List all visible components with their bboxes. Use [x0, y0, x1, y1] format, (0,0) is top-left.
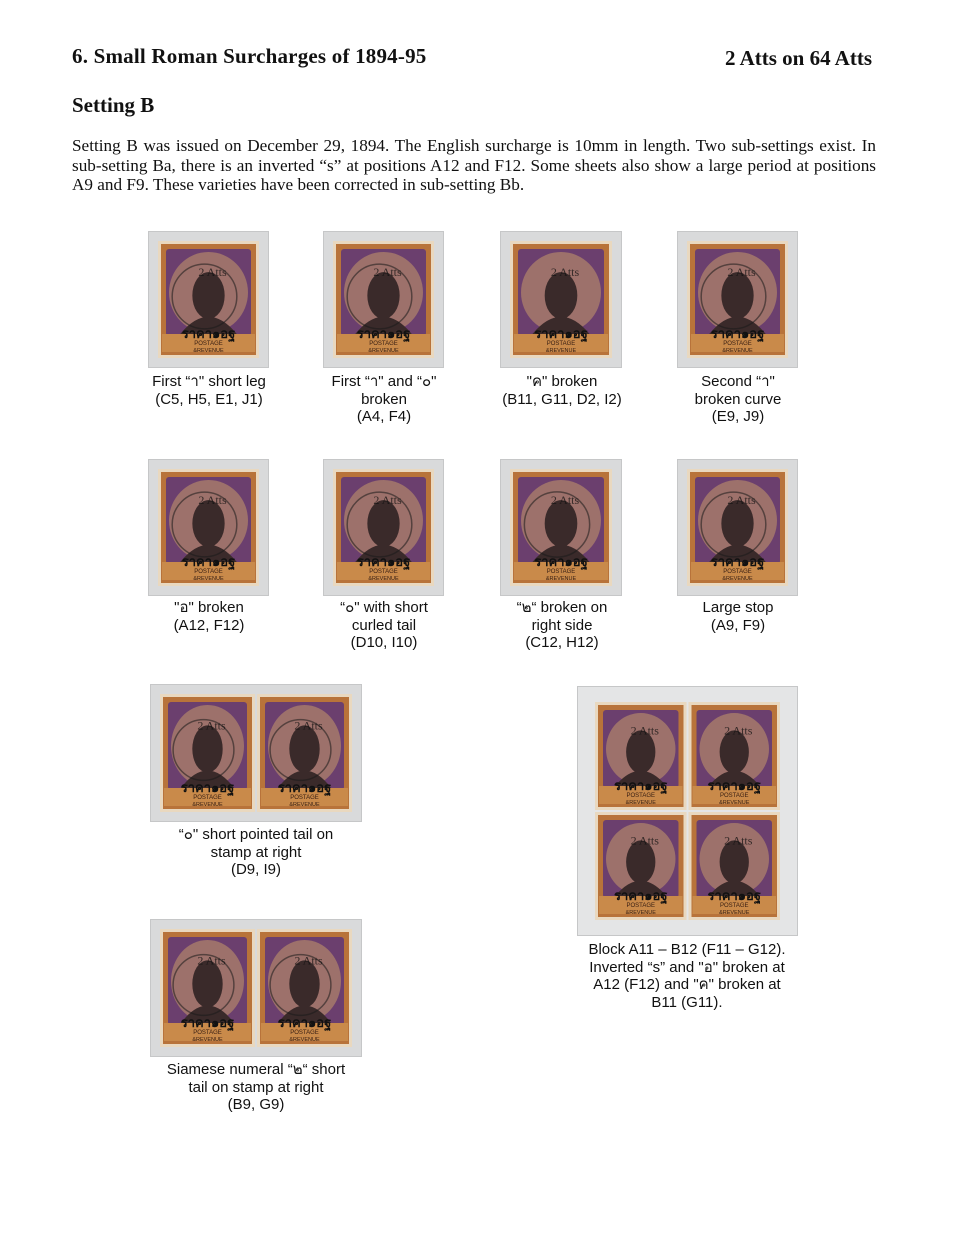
- surcharge-siamese: ราคา๑อฐ: [277, 781, 332, 796]
- caption-line: broken: [361, 390, 407, 408]
- stamp: [257, 694, 352, 812]
- stamp-postage-text: POSTAGE: [194, 341, 223, 347]
- stamp: [158, 469, 259, 586]
- stamp-caption-6: [303, 599, 465, 652]
- stamp-revenue-text: &REVENUE: [289, 1037, 320, 1043]
- stamp-postage-text: POSTAGE: [546, 569, 576, 575]
- stamp-mount-1: [148, 231, 269, 368]
- caption-line: stamp at right: [210, 843, 302, 861]
- stamp-block-image: [577, 686, 798, 936]
- surcharge-english: 2 Atts: [198, 493, 227, 508]
- stamp-image: [148, 231, 269, 368]
- stamp-postage-text: POSTAGE: [626, 793, 656, 799]
- stamp: [687, 469, 788, 586]
- surcharge-siamese: ราคา๑อฐ: [710, 555, 765, 570]
- section-title: 6. Small Roman Surcharges of 1894-95: [72, 44, 427, 68]
- caption-line: A12 (F12) and "ค" broken at: [593, 976, 781, 993]
- stamp: [160, 694, 255, 812]
- caption-line: “๐" short pointed tail on: [178, 826, 334, 843]
- stamp-revenue-text: &REVENUE: [719, 800, 750, 806]
- stamp-value-title: 2 Atts on 64 Atts: [724, 46, 872, 70]
- stamp-caption-4: [657, 373, 819, 426]
- stamp-image: [500, 459, 622, 596]
- stamp-postage-text: POSTAGE: [369, 341, 398, 347]
- caption-line: First “า" and “๐": [331, 373, 437, 390]
- caption-line: "อ" broken: [174, 599, 244, 616]
- caption-line: (D9, I9): [230, 861, 281, 878]
- stamp-image: [500, 231, 622, 368]
- stamp-revenue-text: &REVENUE: [368, 348, 399, 354]
- stamp-postage-text: POSTAGE: [719, 903, 749, 909]
- portrait-head: [289, 960, 319, 1007]
- stamp-image: [323, 231, 444, 368]
- surcharge-english: 2 Atts: [550, 265, 580, 280]
- surcharge-english: 2 Atts: [550, 493, 580, 508]
- stamp-revenue-text: &REVENUE: [545, 348, 577, 354]
- stamp: [689, 812, 781, 920]
- caption-line: right side: [531, 616, 593, 634]
- setting-heading: Setting B: [72, 93, 155, 117]
- surcharge-siamese: ราคา๑อฐ: [180, 781, 235, 796]
- stamp-mount-2: [323, 231, 444, 368]
- stamp-mount-5: [148, 459, 269, 596]
- stamp-pair-image: [150, 919, 362, 1057]
- stamp-image: [323, 459, 444, 596]
- stamp-mount-4: [677, 231, 798, 368]
- surcharge-siamese: ราคา๑อฐ: [181, 555, 236, 570]
- stamp-revenue-text: &REVENUE: [625, 910, 656, 916]
- stamp-revenue-text: &REVENUE: [722, 576, 753, 582]
- stamp-block-mount: [577, 686, 798, 936]
- stamp-revenue-text: &REVENUE: [289, 802, 320, 808]
- stamp-block-caption: [567, 941, 807, 1011]
- caption-line: (C5, H5, E1, J1): [155, 390, 263, 408]
- surcharge-english: 2 Atts: [294, 718, 323, 733]
- surcharge-english: 2 Atts: [373, 493, 402, 508]
- stamp-postage-text: POSTAGE: [369, 569, 398, 575]
- portrait-head: [192, 960, 222, 1007]
- caption-line: (D10, I10): [350, 634, 418, 651]
- stamp-pair-image: [150, 684, 362, 822]
- caption-line: “๐" with short: [340, 599, 428, 616]
- surcharge-english: 2 Atts: [197, 953, 226, 968]
- stamp: [257, 929, 352, 1047]
- stamp-postage-text: POSTAGE: [719, 793, 749, 799]
- surcharge-english: 2 Atts: [727, 493, 756, 508]
- caption-line: "ค" broken: [526, 373, 598, 390]
- surcharge-siamese: ราคา๑อฐ: [707, 889, 762, 904]
- surcharge-siamese: ราคา๑อฐ: [181, 327, 236, 342]
- caption-line: Inverted “s” and "อ" broken at: [589, 958, 785, 976]
- stamp: [595, 812, 687, 920]
- surcharge-english: 2 Atts: [727, 265, 756, 280]
- portrait-head: [192, 500, 224, 547]
- stamp-caption-5: [128, 599, 290, 634]
- stamp-postage-text: POSTAGE: [723, 569, 752, 575]
- portrait-head: [289, 725, 319, 772]
- stamp-image: [677, 231, 798, 368]
- stamp-revenue-text: &REVENUE: [625, 800, 656, 806]
- stamp-pair-caption-1: [146, 826, 366, 879]
- stamp-pair-caption-2: [146, 1061, 366, 1114]
- portrait-head: [721, 500, 753, 547]
- stamp-revenue-text: &REVENUE: [193, 576, 224, 582]
- caption-line: Block A11 – B12 (F11 – G12).: [588, 941, 786, 958]
- caption-line: First “า" short leg: [152, 373, 266, 390]
- stamp-caption-3: [481, 373, 643, 408]
- caption-line: (A9, F9): [710, 616, 766, 634]
- stamp-revenue-text: &REVENUE: [193, 348, 224, 354]
- caption-line: curled tail: [351, 616, 417, 634]
- stamp-caption-2: [303, 373, 465, 426]
- stamp: [510, 469, 612, 586]
- stamp-postage-text: POSTAGE: [546, 341, 576, 347]
- stamp-caption-7: [481, 599, 643, 652]
- stamp-postage-text: POSTAGE: [626, 903, 656, 909]
- caption-line: “๒“ broken on: [516, 599, 608, 616]
- surcharge-english: 2 Atts: [198, 265, 227, 280]
- surcharge-siamese: ราคา๑อฐ: [534, 555, 588, 570]
- surcharge-siamese: ราคา๑อฐ: [277, 1016, 332, 1031]
- caption-line: (B9, G9): [227, 1096, 285, 1113]
- surcharge-siamese: ราคา๑อฐ: [356, 327, 411, 342]
- stamp-caption-1: [128, 373, 290, 408]
- caption-line: (A12, F12): [173, 616, 245, 634]
- stamp-caption-8: [657, 599, 819, 634]
- caption-line: Siamese numeral “๒“ short: [166, 1061, 346, 1078]
- stamp: [687, 241, 788, 358]
- stamp-image: [677, 459, 798, 596]
- caption-line: broken curve: [694, 390, 782, 408]
- stamp-revenue-text: &REVENUE: [192, 802, 223, 808]
- stamp-postage-text: POSTAGE: [723, 341, 752, 347]
- stamp-revenue-text: &REVENUE: [368, 576, 399, 582]
- surcharge-siamese: ราคา๑อฐ: [534, 327, 588, 342]
- stamp: [160, 929, 255, 1047]
- stamp-postage-text: POSTAGE: [193, 1030, 222, 1036]
- portrait-head: [721, 272, 753, 319]
- stamp: [158, 241, 259, 358]
- stamp-mount-6: [323, 459, 444, 596]
- surcharge-siamese: ราคา๑อฐ: [710, 327, 765, 342]
- surcharge-english: 2 Atts: [630, 723, 659, 738]
- surcharge-siamese: ราคา๑อฐ: [613, 889, 668, 904]
- stamp-pair-mount-1: [150, 684, 362, 822]
- caption-line: Second “า": [701, 373, 775, 390]
- stamp-postage-text: POSTAGE: [193, 795, 222, 801]
- surcharge-english: 2 Atts: [294, 953, 323, 968]
- caption-line: Large stop: [702, 599, 774, 616]
- stamp-revenue-text: &REVENUE: [722, 348, 753, 354]
- surcharge-english: 2 Atts: [724, 723, 753, 738]
- stamp: [689, 702, 781, 810]
- stamp-pair-mount-2: [150, 919, 362, 1057]
- portrait-head: [545, 272, 578, 319]
- caption-line: (C12, H12): [525, 634, 599, 651]
- caption-line: (B11, G11, D2, I2): [502, 390, 622, 408]
- stamp-image: [148, 459, 269, 596]
- surcharge-english: 2 Atts: [630, 833, 659, 848]
- caption-line: tail on stamp at right: [188, 1078, 324, 1096]
- caption-line: B11 (G11).: [651, 993, 723, 1011]
- stamp-mount-7: [500, 459, 622, 596]
- portrait-head: [192, 272, 224, 319]
- caption-line: (A4, F4): [356, 408, 412, 425]
- caption-line: (E9, J9): [711, 408, 765, 425]
- stamp: [333, 241, 434, 358]
- stamp-postage-text: POSTAGE: [290, 795, 319, 801]
- stamp-revenue-text: &REVENUE: [719, 910, 750, 916]
- intro-paragraph: Setting B was issued on December 29, 1894. The English surcharge is 10mm in length. Two sub-settings exist. In sub-setting Ba, there is an inverted “s” at positions A12 and F12. Some sheets also show a large period at positions A9 and F9. These varieties have been corrected in sub-setting Bb.: [72, 136, 876, 194]
- surcharge-siamese: ราคา๑อฐ: [180, 1016, 235, 1031]
- stamp-postage-text: POSTAGE: [194, 569, 223, 575]
- stamp: [595, 702, 687, 810]
- portrait-head: [367, 500, 399, 547]
- portrait-head: [367, 272, 399, 319]
- surcharge-english: 2 Atts: [197, 718, 226, 733]
- portrait-head: [192, 725, 222, 772]
- surcharge-siamese: ราคา๑อฐ: [613, 779, 668, 794]
- portrait-head: [545, 500, 578, 547]
- stamp: [333, 469, 434, 586]
- surcharge-english: 2 Atts: [724, 833, 753, 848]
- stamp-revenue-text: &REVENUE: [545, 576, 577, 582]
- surcharge-siamese: ราคา๑อฐ: [707, 779, 762, 794]
- stamp: [510, 241, 612, 358]
- stamp-revenue-text: &REVENUE: [192, 1037, 223, 1043]
- surcharge-siamese: ราคา๑อฐ: [356, 555, 411, 570]
- stamp-mount-3: [500, 231, 622, 368]
- stamp-postage-text: POSTAGE: [290, 1030, 319, 1036]
- stamp-mount-8: [677, 459, 798, 596]
- surcharge-english: 2 Atts: [373, 265, 402, 280]
